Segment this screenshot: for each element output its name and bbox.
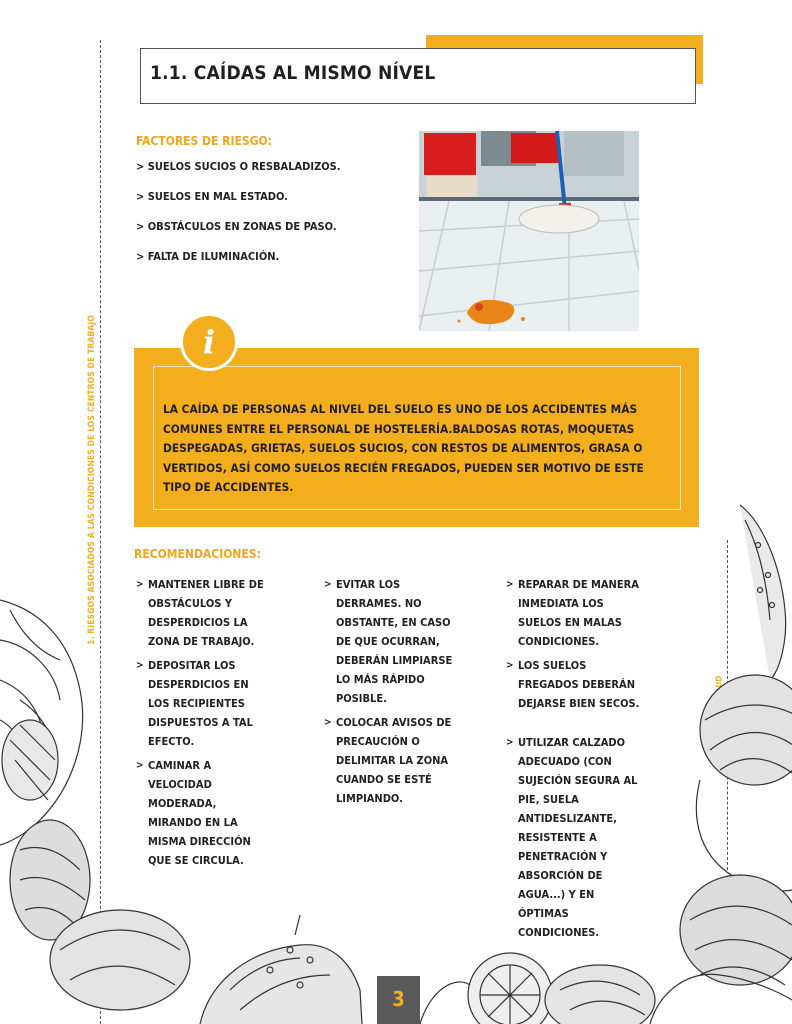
recommendations-column-3 [506,575,646,947]
info-icon: i [180,313,238,371]
list-item: > CAMINAR A VELOCIDAD MODERADA, MIRANDO EN LA MISMA DIRECCIÓN QUE SE CIRCULA. [136,756,271,870]
section-title: 1.1. CAÍDAS AL MISMO NÍVEL [150,62,436,84]
risk-factors-list [136,160,341,280]
list-item: > REPARAR DE MANERA INMEDIATA LOS SUELOS EN MALAS CONDICIONES. [506,575,646,651]
recommendations-column-2 [324,575,464,813]
list-item: > EVITAR LOS DERRAMES. NO OBSTANTE, EN CASO DE QUE OCURRAN, DEBERÁN LIMPIARSE LO MÁS RÁPIDO POSIBLE. [324,575,464,708]
mopping-floor-photo [419,131,639,331]
list-item: > LOS SUELOS FREGADOS DEBERÁN DEJARSE BIEN SECOS. [506,656,646,713]
list-item: > MANTENER LIBRE DE OBSTÁCULOS Y DESPERDICIOS LA ZONA DE TRABAJO. [136,575,271,651]
list-item: > SUELOS EN MAL ESTADO. [136,190,288,203]
list-item: > UTILIZAR CALZADO ADECUADO (CON SUJECIÓN SEGURA AL PIE, SUELA ANTIDESLIZANTE, RESISTENTE A PENETRACIÓN Y ABSORCIÓN DE AGUA...) Y EN ÓPTIMAS CONDICIONES. [506,733,646,942]
chapter-side-label-text: 1. RIESGOS ASOCIADOS A LAS CONDICIONES DE LOS CENTROS DE TRABAJO [87,315,97,645]
recommendations-column-1 [136,575,271,875]
recommendations-heading: RECOMENDACIONES: [134,547,261,561]
list-item: > FALTA DE ILUMINACIÓN. [136,250,280,263]
list-item: > COLOCAR AVISOS DE PRECAUCIÓN O DELIMITAR LA ZONA CUANDO SE ESTÉ LIMPIANDO. [324,713,464,808]
list-item: > SUELOS SUCIOS O RESBALADIZOS. [136,160,341,173]
info-callout-text: LA CAÍDA DE PERSONAS AL NIVEL DEL SUELO ES UNO DE LOS ACCIDENTES MÁS COMUNES ENTRE EL PERSONAL DE HOSTELERÍA.BALDOSAS ROTAS, MOQUETAS DESPEGADAS, GRIETAS, SUELOS SUCIOS, CON RESTOS DE ALIMENTOS, GRASA O VERTIDOS, ASÍ COMO SUELOS RECIÉN FREGADOS, PUEDEN SER MOTIVO DE ESTE TIPO DE ACCIDENTES. [163,402,644,494]
page-number: 3 [377,976,420,1024]
list-item: > OBSTÁCULOS EN ZONAS DE PASO. [136,220,337,233]
risk-factors-heading: FACTORES DE RIESGO: [136,134,272,148]
list-item: > DEPOSITAR LOS DESPERDICIOS EN LOS RECIPIENTES DISPUESTOS A TAL EFECTO. [136,656,271,751]
